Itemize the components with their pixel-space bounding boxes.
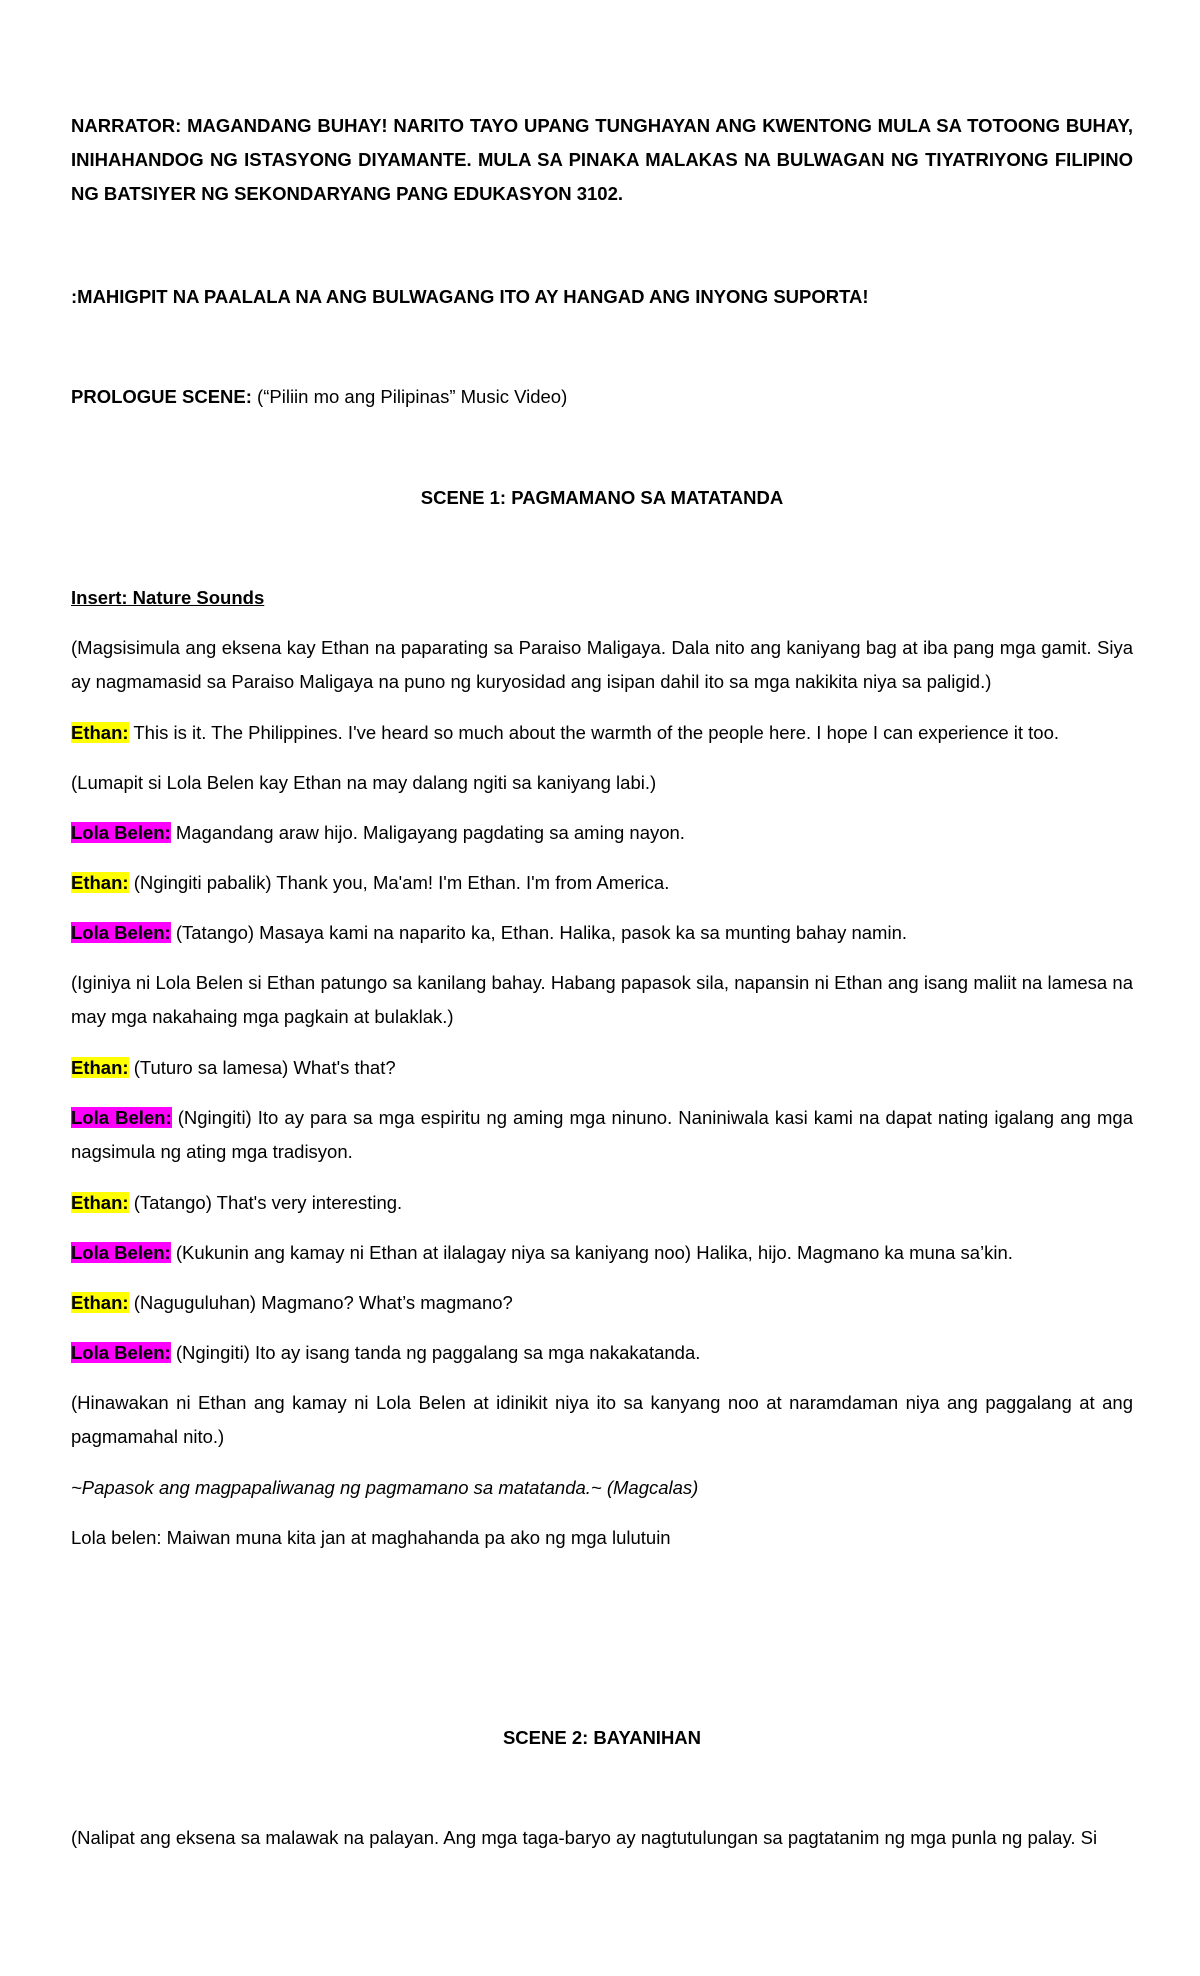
scene1-line-12 bbox=[71, 1336, 1133, 1370]
scene1-line-13: (Hinawakan ni Ethan ang kamay ni Lola Belen at idinikit niya ito sa kanyang noo at naramdaman niya ang paggalang at ang pagmamahal nito.) bbox=[71, 1392, 1133, 1447]
scene1-line-4 bbox=[71, 866, 1133, 900]
speaker-ethan: Ethan: bbox=[71, 872, 129, 893]
scene1-line-8 bbox=[71, 1101, 1133, 1169]
dialogue-text: (Naguguluhan) Magmano? What’s magmano? bbox=[128, 1292, 513, 1313]
scene1-line-2: (Lumapit si Lola Belen kay Ethan na may dalang ngiti sa kaniyang labi.) bbox=[71, 772, 657, 793]
prologue-text: (“Piliin mo ang Pilipinas” Music Video) bbox=[251, 386, 568, 407]
speaker-ethan: Ethan: bbox=[71, 1292, 129, 1313]
scene1-line-7 bbox=[71, 1051, 1133, 1085]
scene1-line-6: (Iginiya ni Lola Belen si Ethan patungo sa kanilang bahay. Habang papasok sila, napansin ni Ethan ang isang maliit na lamesa na may mga nakahaing mga pagkain at bulaklak.) bbox=[71, 972, 1133, 1027]
speaker-lola-belen: Lola Belen: bbox=[71, 1107, 172, 1128]
dialogue-text: (Ngingiti) Ito ay para sa mga espiritu ng aming mga ninuno. Naniniwala kasi kami na dapat nating igalang ang mga nagsimula ng ating mga tradisyon. bbox=[71, 1107, 1134, 1162]
scene1-line-3 bbox=[71, 816, 1133, 850]
scene1-line-0: (Magsisimula ang eksena kay Ethan na paparating sa Paraiso Maligaya. Dala nito ang kaniyang bag at iba pang mga gamit. Siya ay nagmamasid sa Paraiso Maligaya na puno ng kuryosidad ang isipan dahil ito sa mga nakikita niya sa paligid.) bbox=[71, 637, 1133, 692]
speaker-lola-belen: Lola Belen: bbox=[71, 1342, 171, 1363]
insert-text: Insert: Nature Sounds bbox=[71, 587, 265, 608]
scene1-title: SCENE 1: PAGMAMANO SA MATATANDA bbox=[420, 487, 784, 508]
dialogue-text: This is it. The Philippines. I've heard so much about the warmth of the people here. I hope I can experience it too. bbox=[128, 722, 1060, 743]
scene1-line-9 bbox=[71, 1186, 1133, 1220]
speaker-lola-belen: Lola Belen: bbox=[71, 822, 171, 843]
dialogue-text: (Ngingiti pabalik) Thank you, Ma'am! I'm Ethan. I'm from America. bbox=[128, 872, 670, 893]
dialogue-text: (Tatango) That's very interesting. bbox=[128, 1192, 403, 1213]
dialogue-text: Magandang araw hijo. Maligayang pagdating sa aming nayon. bbox=[170, 822, 685, 843]
prologue-label: PROLOGUE SCENE: bbox=[71, 386, 252, 407]
scene1-line-1 bbox=[71, 716, 1133, 750]
speaker-lola-belen: Lola Belen: bbox=[71, 922, 171, 943]
scene1-line-15: Lola belen: Maiwan muna kita jan at maghahanda pa ako ng mga lulutuin bbox=[71, 1527, 671, 1548]
speaker-lola-belen: Lola Belen: bbox=[71, 1242, 171, 1263]
reminder-line: :MAHIGPIT NA PAALALA NA ANG BULWAGANG ITO AY HANGAD ANG INYONG SUPORTA! bbox=[71, 286, 869, 307]
scene1-line-11 bbox=[71, 1286, 1133, 1320]
scene1-line-10 bbox=[71, 1236, 1133, 1270]
scene2-title: SCENE 2: BAYANIHAN bbox=[502, 1727, 702, 1748]
insert-line bbox=[71, 581, 1133, 615]
dialogue-text: (Tatango) Masaya kami na naparito ka, Ethan. Halika, pasok ka sa munting bahay namin. bbox=[170, 922, 908, 943]
narrator-intro: NARRATOR: MAGANDANG BUHAY! NARITO TAYO UPANG TUNGHAYAN ANG KWENTONG MULA SA TOTOONG BUHAY, INIHAHANDOG NG ISTASYONG DIYAMANTE. MULA SA PINAKA MALAKAS NA BULWAGAN NG TIYATRIYONG FILIPINO NG BATSIYER NG SEKONDARYANG PANG EDUKASYON 3102. bbox=[71, 115, 1133, 204]
speaker-ethan: Ethan: bbox=[71, 722, 129, 743]
prologue-line bbox=[71, 380, 1133, 414]
speaker-ethan: Ethan: bbox=[71, 1192, 129, 1213]
scene1-line-5 bbox=[71, 916, 1133, 950]
dialogue-text: (Kukunin ang kamay ni Ethan at ilalagay niya sa kaniyang noo) Halika, hijo. Magmano ka muna sa’kin. bbox=[170, 1242, 1013, 1263]
dialogue-text: (Ngingiti) Ito ay isang tanda ng paggalang sa mga nakakatanda. bbox=[170, 1342, 701, 1363]
dialogue-text: (Tuturo sa lamesa) What's that? bbox=[128, 1057, 396, 1078]
scene2-opening: (Nalipat ang eksena sa malawak na palayan. Ang mga taga-baryo ay nagtutulungan sa pagtatanim ng mga punla ng palay. Si bbox=[71, 1827, 1098, 1848]
scene1-line-14: ~Papasok ang magpapaliwanag ng pagmamano sa matatanda.~ (Magcalas) bbox=[71, 1477, 699, 1498]
speaker-ethan: Ethan: bbox=[71, 1057, 129, 1078]
